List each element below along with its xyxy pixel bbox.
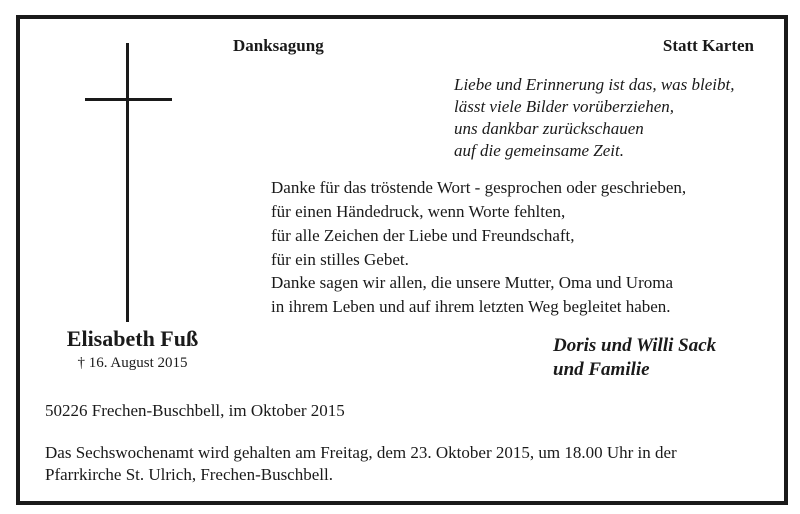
thanks-line: Danke sagen wir allen, die unsere Mutter, Oma und Uroma bbox=[271, 273, 673, 292]
poem-line: Liebe und Erinnerung ist das, was bleibt, bbox=[454, 75, 735, 94]
heading-statt-karten: Statt Karten bbox=[662, 36, 754, 55]
poem-line: auf die gemeinsame Zeit. bbox=[454, 141, 624, 160]
heading-danksagung: Danksagung bbox=[233, 36, 324, 55]
thanks-line: in ihrem Leben und auf ihrem letzten Weg begleitet haben. bbox=[271, 297, 671, 316]
cross-horizontal-bar bbox=[85, 98, 172, 101]
thanks-paragraph-1 bbox=[271, 176, 686, 272]
signature bbox=[553, 334, 716, 382]
death-date: † 16. August 2015 bbox=[77, 355, 188, 371]
service-line: Pfarrkirche St. Ulrich, Frechen-Buschbell. bbox=[45, 465, 333, 484]
deceased-name: Elisabeth Fuß bbox=[66, 326, 199, 351]
poem-line: lässt viele Bilder vorüberziehen, bbox=[454, 97, 675, 116]
thanks-paragraph-2 bbox=[271, 271, 673, 319]
place-and-date: 50226 Frechen-Buschbell, im Oktober 2015 bbox=[45, 401, 345, 420]
poem bbox=[454, 74, 735, 162]
signature-line: Doris und Willi Sack bbox=[553, 335, 717, 356]
cross-vertical-bar bbox=[126, 43, 129, 322]
thanks-line: Danke für das tröstende Wort - gesprochen oder geschrieben, bbox=[271, 178, 687, 197]
poem-line: uns dankbar zurückschauen bbox=[454, 119, 644, 138]
thanks-line: für alle Zeichen der Liebe und Freundschaft, bbox=[271, 226, 575, 245]
service-announcement bbox=[45, 442, 677, 486]
signature-line: und Familie bbox=[553, 359, 650, 380]
service-line: Das Sechswochenamt wird gehalten am Freitag, dem 23. Oktober 2015, um 18.00 Uhr in der bbox=[45, 443, 677, 462]
thanks-line: für ein stilles Gebet. bbox=[271, 250, 409, 269]
thanks-line: für einen Händedruck, wenn Worte fehlten, bbox=[271, 202, 566, 221]
